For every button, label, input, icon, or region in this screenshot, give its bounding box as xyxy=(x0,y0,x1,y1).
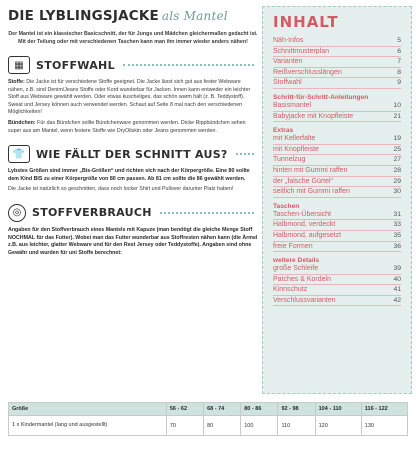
toc-item-page: 40 xyxy=(393,275,401,283)
toc-item-page: 29 xyxy=(393,177,401,185)
stoffwahl-label-2: Bündchen: xyxy=(8,119,36,126)
toc-item-page: 6 xyxy=(397,47,401,55)
table-header-cell: 80 - 86 xyxy=(241,403,278,416)
stoffwahl-text-2: Für das Bündchen sollte Bündchenware genommen werden. Dicke Rippbündchen sehen super aus am Mantel, wenn festere Stoffe wie DryOilskin oder Jeans genommen werden. xyxy=(8,119,246,134)
toc-item[interactable] xyxy=(273,47,401,58)
toc-item-label: Schnittmusterplan xyxy=(273,47,330,55)
toc-item-page: 10 xyxy=(393,101,401,109)
toc-item[interactable] xyxy=(273,166,401,177)
toc-item-page: 36 xyxy=(393,242,401,250)
table-header-row xyxy=(9,403,408,416)
table-header-cell: 92 - 98 xyxy=(278,403,315,416)
table-header-cell: 104 - 110 xyxy=(315,403,361,416)
main-column xyxy=(8,8,258,257)
toc-item-label: Varianten xyxy=(273,58,303,66)
toc-group xyxy=(273,94,401,122)
table-header-cell: Größe xyxy=(9,403,167,416)
page-title-sub: als Mantel xyxy=(161,9,228,23)
toc-group-title: Schritt-für-Schritt-Anleitungen xyxy=(273,93,369,101)
toc-item-page: 21 xyxy=(393,112,401,120)
stoffwahl-paragraph-1 xyxy=(8,79,258,117)
section-title-stoffverbrauch: STOFFVERBRAUCH xyxy=(32,206,152,220)
toc-item-label: der „falsche Gürtel“ xyxy=(273,177,333,185)
toc-groups xyxy=(273,36,401,306)
fabric-usage-table xyxy=(8,402,408,436)
intro-text: Der Mantel ist ein klassischer Basicschnitt, der für Jungs und Mädchen gleichermaßen gedacht ist. Mit der Teilung oder mit verschiedenen Taschen kann man ihn immer wieder anders nähen! xyxy=(8,31,258,45)
toc-item[interactable] xyxy=(273,134,401,145)
toc-item[interactable] xyxy=(273,155,401,166)
toc-item-label: hinten mit Gummi raffen xyxy=(273,166,348,174)
toc-item-label: Reißverschlusslängen xyxy=(273,68,342,76)
table-header-cell: 116 - 122 xyxy=(361,403,407,416)
toc-item[interactable] xyxy=(273,296,401,307)
toc-item[interactable] xyxy=(273,220,401,231)
toc-item-label: mit Knopfleiste xyxy=(273,145,319,153)
toc-item-page: 9 xyxy=(397,79,401,87)
toc-item[interactable] xyxy=(273,36,401,47)
toc-item[interactable] xyxy=(273,275,401,286)
table-cell: 80 xyxy=(204,416,241,436)
toc-item-page: 35 xyxy=(393,231,401,239)
toc-item-page: 5 xyxy=(397,37,401,44)
toc-group-title: weitere Details xyxy=(273,257,320,265)
toc-item-label: Taschen-Übersicht xyxy=(273,210,331,218)
toc-item-page: 30 xyxy=(393,188,401,196)
toc-item-label: Stoffwahl xyxy=(273,79,302,87)
toc-item[interactable] xyxy=(273,285,401,296)
toc-item-label: seitlich mit Gummi raffen xyxy=(273,188,350,196)
table-header-cell: 68 - 74 xyxy=(204,403,241,416)
page-title xyxy=(8,8,258,24)
toc-item-page: 42 xyxy=(393,296,401,304)
page-title-main: DIE LYBLINGSJACKE xyxy=(8,8,159,24)
table-of-contents xyxy=(262,6,412,394)
toc-item[interactable] xyxy=(273,145,401,156)
stoffverbrauch-paragraph xyxy=(8,227,258,257)
dotted-divider xyxy=(123,64,254,66)
toc-title: INHALT xyxy=(273,13,339,31)
section-header-schnitt xyxy=(8,143,258,165)
stoffwahl-text-1: Die Jacke ist für verschiedene Stoffe geeignet. Die Jacke lässt sich gut aus fester Webware nähen, z.B. sind Denim/Jeans Stoffe oder Kord wunderbar für Jacken. Innen kann entweder ein leichter Stoff aus Webware gewählt werden. Oder etwas kuscheliges, das schön warm hält (z. B. Teddystoff). Sweat und Jersey können auch verwendet werden. Schaut auf Seite 8 mal nach den verschiedenen Möglichkeiten! xyxy=(8,79,251,116)
toc-item[interactable] xyxy=(273,210,401,221)
dotted-divider xyxy=(160,212,254,214)
schnitt-paragraph-1 xyxy=(8,168,258,183)
toc-item[interactable] xyxy=(273,68,401,79)
section-title-stoffwahl: STOFFWAHL xyxy=(36,58,115,72)
toc-item-page: 41 xyxy=(393,286,401,294)
toc-item-page: 31 xyxy=(393,210,401,218)
toc-item-label: Tunnelzug xyxy=(273,156,306,164)
toc-item-page: 33 xyxy=(393,221,401,229)
toc-item-page: 25 xyxy=(393,145,401,153)
section-header-stoffwahl xyxy=(8,54,258,76)
schnitt-paragraph-2: Die Jacke ist natürlich so geschnitten, dass noch locker Shirt und Pullover darunter Platz haben! xyxy=(8,186,234,193)
toc-item-page: 7 xyxy=(397,58,401,66)
toc-group xyxy=(273,127,401,198)
toc-group-title: Taschen xyxy=(273,202,300,210)
toc-item[interactable] xyxy=(273,264,401,275)
toc-item-label: Halbmond, aufgesetzt xyxy=(273,231,342,239)
toc-item-label: Verschlussvarianten xyxy=(273,296,336,304)
table-cell: 120 xyxy=(315,416,361,436)
section-title-schnitt: WIE FÄLLT DER SCHNITT AUS? xyxy=(36,147,228,161)
toc-item[interactable] xyxy=(273,57,401,68)
toc-item[interactable] xyxy=(273,187,401,198)
table-cell: 70 xyxy=(166,416,203,436)
toc-item[interactable] xyxy=(273,242,401,253)
toc-item[interactable] xyxy=(273,177,401,188)
toc-item-label: große Schleife xyxy=(273,265,319,273)
dotted-divider xyxy=(236,153,254,155)
stoffverbrauch-text: Angaben für den Stoffverbrauch eines Mantels mit Kapuze (man benötigt die gleiche Menge Stoff NOCHMAL für das Futter). Wobei man das Futter wunderbar aus Stoffresten nähen kann (die Ärmel z.B. aus leichter, glatter Webware und für den Rest Jersey oder Teddystoffe). Angaben sind ohne Gewähr und wurden für uni Stoffe berechnet: xyxy=(8,226,258,256)
table-row-label: 1 x Kindermantel (lang und ausgestellt) xyxy=(9,416,167,436)
table-cell: 130 xyxy=(361,416,407,436)
table-row xyxy=(9,416,408,436)
toc-item[interactable] xyxy=(273,231,401,242)
toc-item[interactable] xyxy=(273,112,401,123)
toc-item-label: freie Formen xyxy=(273,242,313,250)
toc-group xyxy=(273,36,401,89)
toc-item-label: Basismantel xyxy=(273,101,312,109)
section-header-stoffverbrauch xyxy=(8,202,258,224)
toc-item-page: 28 xyxy=(393,166,401,174)
toc-item-label: Näh-Infos xyxy=(273,37,304,44)
fabric-swatch-icon: ▦ xyxy=(8,56,30,74)
toc-item-label: Kinnschutz xyxy=(273,286,308,294)
toc-item-page: 19 xyxy=(393,135,401,143)
toc-group xyxy=(273,257,401,306)
table-cell: 110 xyxy=(278,416,315,436)
toc-item[interactable] xyxy=(273,101,401,112)
schnitt-text-1: Lybstes Größen sind immer „Bis-Größen“ und richten sich nach der Körpergröße. Eine 80 sollte dem Kind BIS zu einer Körpergröße von 80 cm passen. Ab 81 cm sollte die 86 gewählt werden. xyxy=(8,168,250,182)
toc-item-label: Babyjacke mit Knopfleiste xyxy=(273,112,354,120)
stoffwahl-label-1: Stoffe: xyxy=(8,79,25,85)
toc-item-label: Patches & Kordeln xyxy=(273,275,331,283)
toc-item-page: 27 xyxy=(393,156,401,164)
toc-group xyxy=(273,203,401,252)
table-cell: 100 xyxy=(241,416,278,436)
table-header-cell: 56 - 62 xyxy=(166,403,203,416)
toc-item[interactable] xyxy=(273,78,401,89)
toc-item-page: 8 xyxy=(397,68,401,76)
toc-item-page: 39 xyxy=(393,265,401,273)
toc-item-label: Halbmond, verdeckt xyxy=(273,221,336,229)
stoffwahl-paragraph-2 xyxy=(8,120,258,135)
measuring-tape-icon: ◎ xyxy=(8,204,26,222)
fabric-usage-table-wrap xyxy=(8,402,408,436)
shirt-icon: 👕 xyxy=(8,145,30,163)
toc-item-label: mit Kellerfalte xyxy=(273,135,316,143)
toc-group-title: Extras xyxy=(273,127,294,135)
